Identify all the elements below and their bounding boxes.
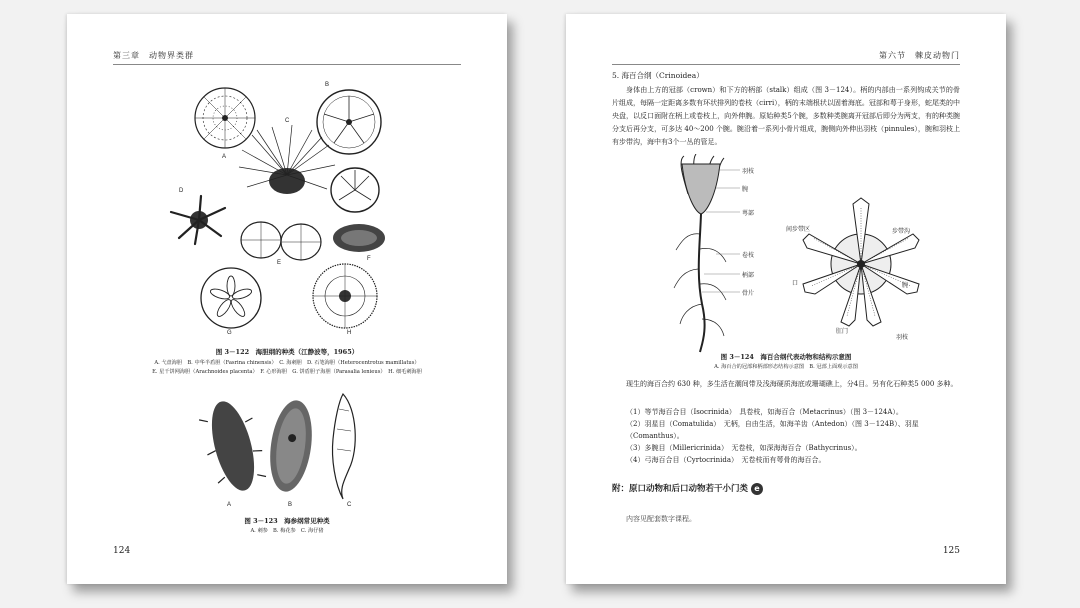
fig124a-label-cirri: 卷枝 — [742, 253, 755, 259]
appendix-heading-text: 附：原口动物和后口动物若干小门类 — [612, 484, 749, 494]
fig122-label-b: B — [325, 82, 330, 88]
left-page — [67, 14, 507, 584]
fig124b-label-mouth: 口 — [792, 281, 799, 287]
fig124a-label-ossicle: 骨片 — [742, 291, 755, 297]
fig124b-label-ambulacral-groove: 步带沟 — [892, 229, 911, 235]
specimen-123-b — [265, 398, 317, 495]
fig124a-label-calyx: 萼部 — [742, 211, 755, 217]
specimen-e — [241, 222, 321, 260]
specimen-123-a — [195, 395, 271, 498]
fig124b-label-anus: 肛门 — [836, 329, 849, 335]
crinoid-stalk-a — [674, 154, 726, 352]
order-item-3: （3）多腕目（Millericrinida） 无卷枝，如深海海百合（Bathycrinus）。 — [626, 444, 862, 452]
fig124a-label-pinnule: 羽枝 — [742, 169, 755, 175]
fig122-label-c: C — [285, 118, 290, 124]
fig122-label-a: A — [222, 154, 227, 160]
fig123-caption: A. 刺参 B. 梅花参 C. 海仔猪 — [250, 528, 324, 534]
paragraph-1: 身体由上方的冠部（crown）和下方的柄部（stalk）组成（图 3－124）。柄的内部由一系列钩成关节的骨片组成，每隔一定距离多数有环状排列的卷枝（cirri），柄的末端根状以固着海底。冠部和萼于身形，蛇尾类的中央盘，以反口面附在柄上或卷枝上，向外伸腕。原始种类5个腕，多数种类腕离开冠部后即分为两支，有的种类腕分支后再分支，可多达 40～200 个腕。腕沿着一系列小骨片组成，腕侧向外伸出羽枝（pinnules），腕和羽枝上有步带沟，海中有3个一丛的管足。 — [612, 86, 960, 146]
running-head-left: 第三章 动物界类群 — [113, 50, 461, 65]
sea-cucumber-illustrations — [193, 384, 383, 504]
fig123-label-c: C — [347, 502, 352, 508]
fig122-caption-line1: A. 弋盘海胆 B. 中华半盾胆（Fasrina chinensis） C. 海刺胆 D. 石笔海胆（Heterocentrotus mamillatus） — [154, 360, 420, 366]
page-number-left: 124 — [113, 546, 131, 556]
fig122-title: 图 3－122 海胆纲的种类（江静波等，1965） — [215, 348, 359, 356]
specimen-f-side — [333, 224, 385, 252]
fig124-title: 图 3－124 海百合纲代表动物和结构示意图 — [720, 353, 852, 361]
specimen-g — [201, 268, 261, 328]
appendix-note: 内容见配套数字课程。 — [626, 515, 696, 523]
fig123-label-b: B — [288, 502, 293, 508]
specimen-d — [171, 196, 225, 244]
order-item-2: （2）羽星目（Comatulida） 无柄，自由生活，如海羊齿（Antedon）（图 3－124B）、羽星（Comanthus）。 — [626, 420, 919, 440]
fig124b-label-arm: 腕 — [902, 283, 909, 289]
fig124b-label-interambulacrum: 间步带区 — [786, 227, 811, 233]
page-number-right: 125 — [942, 546, 960, 556]
figure-3-122 — [167, 80, 407, 350]
figure-3-123 — [193, 384, 383, 512]
section-heading: 5. 海百合纲（Crinoidea） — [612, 71, 704, 80]
paragraph-2: 现生的海百合约 630 种，多生活在潮间带及浅海硬质海底或珊瑚礁上，分4目。另有化石种类5 000 多种。 — [626, 380, 958, 388]
appendix-heading — [612, 482, 763, 495]
fig124a-label-stalk: 柄部 — [742, 273, 755, 279]
fig122-label-h: H — [347, 330, 352, 336]
fig124b-label-pinnule: 羽枝 — [896, 335, 909, 341]
fig123-label-a: A — [227, 502, 232, 508]
figure-3-124 — [656, 154, 926, 354]
fig122-label-e: E — [277, 260, 282, 266]
running-head-right: 第六节 棘皮动物门 — [612, 50, 960, 65]
fig122-label-g: G — [227, 330, 232, 336]
right-page — [566, 14, 1006, 584]
specimen-b — [317, 90, 381, 154]
specimen-123-c — [332, 394, 355, 499]
crinoid-crown-b — [803, 198, 919, 326]
fig122-label-f: F — [367, 256, 371, 262]
digital-resource-icon[interactable]: e — [751, 483, 763, 495]
specimen-h — [313, 264, 377, 328]
specimen-f — [331, 168, 379, 212]
crinoid-illustrations — [656, 154, 926, 354]
fig122-caption-line2: E. 星千饼网海胆（Arachnoides placenta） F. 心形海胆 G. 饼盾胆子海胆（Parasalia lenieus） H. 细毛刺海胆 — [152, 369, 422, 375]
fig122-label-d: D — [179, 188, 184, 194]
specimen-a — [195, 88, 255, 148]
fig123-title: 图 3－123 海参纲常见种类 — [244, 517, 330, 525]
order-item-1: （1）等节海百合目（Isocrinida） 具卷枝，如海百合（Metacrinus）（图 3－124A）。 — [626, 408, 903, 416]
fig124a-label-arm: 腕 — [742, 187, 749, 193]
fig124-caption: A. 海百合的冠部和柄部形态结构示意图 B. 冠部上面观示意图 — [714, 364, 858, 370]
order-item-4: （4）弓海百合目（Cyrtocrinida） 无卷枝而有萼骨的海百合。 — [626, 456, 826, 464]
